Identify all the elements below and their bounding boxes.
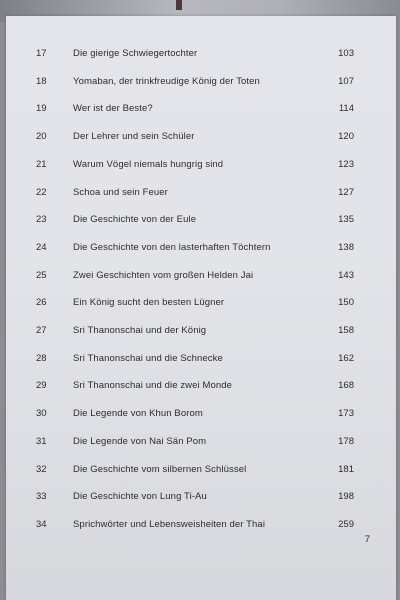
- toc-entry-page: 168: [338, 380, 354, 392]
- book-page: [6, 16, 396, 600]
- toc-entry-number: 25: [36, 269, 47, 281]
- toc-entry: [6, 211, 396, 229]
- toc-entry-number: 28: [36, 352, 47, 364]
- toc-entry-title: Die Legende von Nai Sän Pom: [73, 435, 207, 447]
- toc-entry-title: Sprichwörter und Lebensweisheiten der Thai: [73, 518, 266, 530]
- toc-entry: [6, 100, 396, 118]
- toc-entry-page: 114: [338, 103, 354, 115]
- toc-entry-title: Die Legende von Khun Borom: [73, 408, 203, 420]
- toc-entry-number: 18: [36, 75, 47, 87]
- toc-entry-number: 34: [36, 518, 47, 530]
- toc-entry: [6, 156, 396, 174]
- toc-entry-number: 17: [36, 48, 47, 59]
- toc-entry-title: Die Geschichte von der Eule: [73, 214, 197, 226]
- toc-entry-number: 32: [36, 463, 47, 475]
- toc-entry-number: 26: [36, 297, 47, 309]
- toc-entry-title: Schoa und sein Feuer: [73, 186, 168, 198]
- toc-entry-title: Sri Thanonschai und die zwei Monde: [73, 380, 233, 392]
- toc-entry-title: Ein König sucht den besten Lügner: [73, 297, 225, 309]
- toc-entry-page: 158: [338, 325, 354, 336]
- toc-entry-title: Die Geschichte von den lasterhaften Töchtern: [73, 241, 271, 253]
- toc-entry-page: 143: [338, 269, 354, 281]
- toc-entry-number: 27: [36, 325, 47, 336]
- toc-entry: [6, 294, 396, 312]
- toc-entry-page: 198: [338, 491, 354, 503]
- toc-entry-title: Der Lehrer und sein Schüler: [73, 131, 195, 143]
- toc-entry-title: Die Geschichte vom silbernen Schlüssel: [73, 463, 247, 475]
- toc-entry-title: Zwei Geschichten vom großen Helden Jai: [73, 269, 254, 281]
- toc-entry: [6, 128, 396, 146]
- toc-entry-number: 19: [36, 103, 47, 115]
- toc-entry-number: 30: [36, 408, 47, 420]
- toc-entry-page: 127: [338, 186, 354, 198]
- toc-entry-page: 135: [338, 214, 354, 226]
- toc-entry-title: Die gierige Schwiegertochter: [73, 48, 198, 59]
- toc-entry-page: 138: [338, 241, 354, 253]
- toc-entry-page: 181: [338, 463, 354, 475]
- toc-entry-number: 33: [36, 491, 47, 503]
- toc-entry-title: Wer ist der Beste?: [73, 103, 153, 115]
- toc-entry: [6, 322, 396, 340]
- toc-entry: [6, 239, 396, 257]
- toc-entry-number: 24: [36, 241, 47, 253]
- toc-entry-page: 150: [338, 297, 354, 309]
- toc-entry: [6, 461, 396, 479]
- toc-entry-page: 107: [338, 75, 354, 87]
- toc-entry: [6, 405, 396, 423]
- toc-entry: [6, 488, 396, 506]
- toc-entry-page: 259: [338, 518, 354, 530]
- toc-entry-number: 22: [36, 186, 47, 198]
- toc-entry-title: Warum Vögel niemals hungrig sind: [73, 158, 224, 170]
- toc-entry-number: 23: [36, 214, 47, 226]
- toc-entry-page: 103: [338, 48, 354, 59]
- toc-entry-page: 120: [338, 131, 354, 143]
- toc-entry: [6, 267, 396, 285]
- toc-entry-title: Sri Thanonschai und der König: [73, 325, 207, 336]
- toc-entry-page: 173: [338, 408, 354, 420]
- toc-entry: [6, 350, 396, 368]
- toc-entry-title: Yomaban, der trinkfreudige König der Toten: [73, 75, 260, 87]
- toc-entry: [6, 45, 396, 63]
- toc-entry: [6, 377, 396, 395]
- toc-entry-title: Sri Thanonschai und die Schnecke: [73, 352, 223, 364]
- toc-entry-page: 123: [338, 158, 354, 170]
- toc-entry: [6, 516, 396, 534]
- toc-entry: [6, 433, 396, 451]
- toc-entry-page: 178: [338, 435, 354, 447]
- page-number: 7: [364, 534, 370, 545]
- toc-entry: [6, 73, 396, 91]
- toc-entry-title: Die Geschichte von Lung Ti-Au: [73, 491, 207, 503]
- toc-entry-number: 29: [36, 380, 47, 392]
- toc-entry-number: 21: [36, 158, 47, 170]
- toc-entry-number: 31: [36, 435, 47, 447]
- top-dark-mark: [176, 0, 182, 10]
- toc-entry-page: 162: [338, 352, 354, 364]
- toc-entry: [6, 184, 396, 202]
- toc-entry-number: 20: [36, 131, 47, 143]
